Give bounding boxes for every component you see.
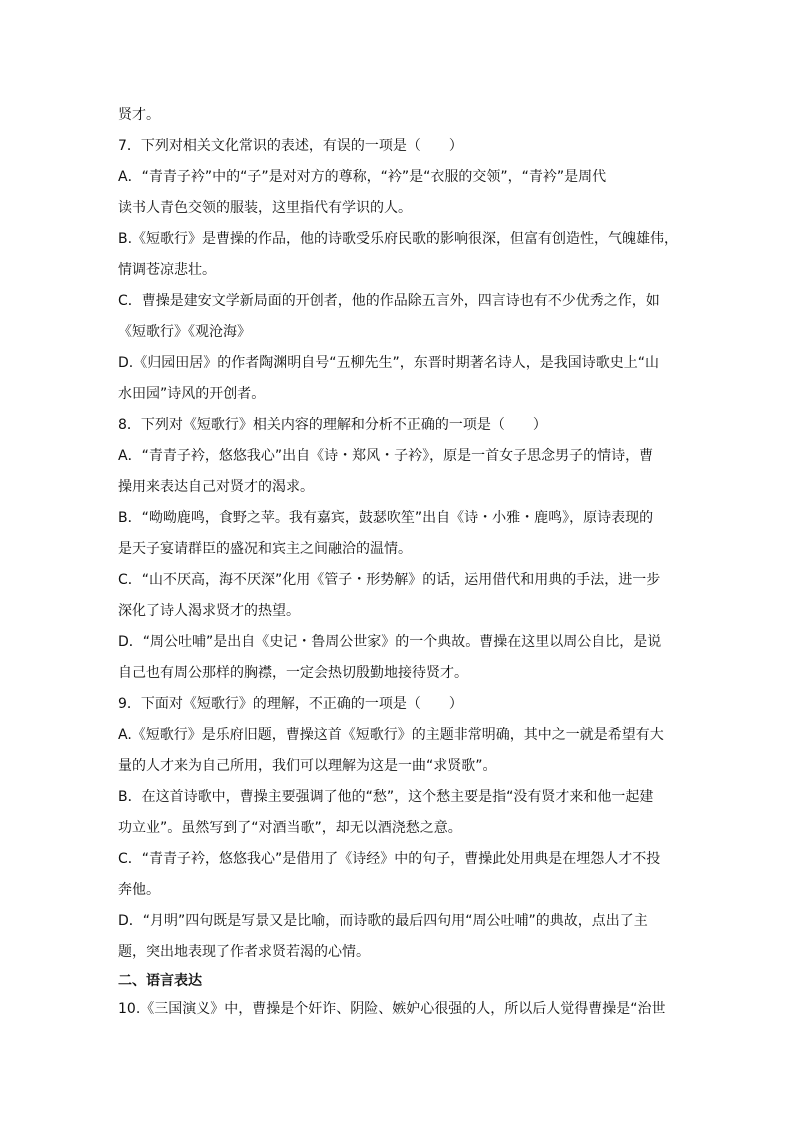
question-8-option-b: B．“呦呦鹿鸣，食野之苹。我有嘉宾，鼓瑟吹笙”出自《诗・小雅・鹿鸣》，原诗表现的 [118,510,654,526]
question-9-option-a: A.《短歌行》是乐府旧题，曹操这首《短歌行》的主题非常明确，其中之一就是希望有大 [118,727,664,743]
text-line: 贤才。 [118,107,160,123]
question-8-option-a: A．“青青子衿，悠悠我心”出自《诗・郑风・子衿》，原是一首女子思念男子的情诗，曹 [118,448,654,464]
question-9-option-d: D．“月明”四句既是写景又是比喻，而诗歌的最后四句用“周公吐哺”的典故，点出了主 [118,913,648,929]
question-9-option-b: B．在这首诗歌中，曹操主要强调了他的“愁”，这个愁主要是指“没有贤才来和他一起建 [118,789,654,805]
text-line: 《短歌行》《观沧海》 [118,324,251,340]
text-line: 操用来表达自己对贤才的渴求。 [118,479,314,495]
text-line: 读书人青色交领的服装，这里指代有学识的人。 [118,200,412,216]
document-body [118,100,678,1025]
question-8-option-d: D．“周公吐哺”是出自《史记・鲁周公世家》的一个典故。曹操在这里以周公自比，是说 [118,634,662,650]
question-9-stem: 9．下面对《短歌行》的理解，不正确的一项是（ ） [118,696,463,712]
question-7-option-c: C．曹操是建安文学新局面的开创者，他的作品除五言外，四言诗也有不少优秀之作，如 [118,293,660,309]
question-7-option-d: D.《归园田居》的作者陶渊明自号“五柳先生”，东晋时期著名诗人，是我国诗歌史上“山 [118,355,659,371]
text-line: 功立业”。虽然写到了“对酒当歌”，却无以酒浇愁之意。 [118,820,462,836]
question-7-stem: 7．下列对相关文化常识的表述，有误的一项是（ ） [118,138,463,154]
question-10-stem: 10.《三国演义》中，曹操是个奸诈、阴险、嫉妒心很强的人，所以后人觉得曹操是“治世 [118,1001,666,1017]
question-7-option-a: A．“青青子衿”中的“子”是对对方的尊称，“衿”是“衣服的交领”，“青衿”是周代 [118,169,607,185]
text-line: 是天子宴请群臣的盛况和宾主之间融洽的温情。 [118,541,412,557]
section-heading: 二、语言表达 [118,973,202,989]
text-line: 深化了诗人渴求贤才的热望。 [118,603,300,619]
question-8-stem: 8．下列对《短歌行》相关内容的理解和分析不正确的一项是（ ） [118,417,547,433]
question-9-option-c: C．“青青子衿，悠悠我心”是借用了《诗经》中的句子，曹操此处用典是在埋怨人才不投 [118,851,661,867]
text-line: 量的人才来为自己所用，我们可以理解为这是一曲“求贤歌”。 [118,758,497,774]
question-7-option-b: B.《短歌行》是曹操的作品，他的诗歌受乐府民歌的影响很深，但富有创造性，气魄雄伟， [118,231,679,247]
text-line: 题，突出地表现了作者求贤若渴的心情。 [118,944,370,960]
text-line: 情调苍凉悲壮。 [118,262,216,278]
question-8-option-c: C．“山不厌高，海不厌深”化用《管子・形势解》的话，运用借代和用典的手法，进一步 [118,572,661,588]
text-line: 水田园”诗风的开创者。 [118,386,266,402]
text-line: 奔他。 [118,882,160,898]
text-line: 自己也有周公那样的胸襟，一定会热切殷勤地接待贤才。 [118,665,468,681]
